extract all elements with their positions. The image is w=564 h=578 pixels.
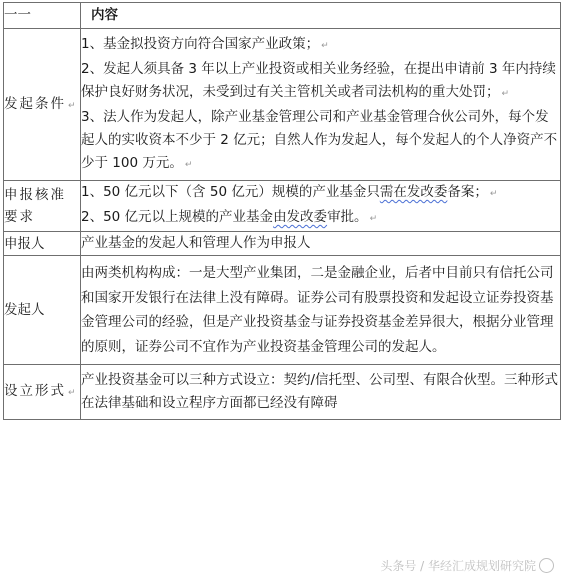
label-sponsor: 发起人 bbox=[4, 256, 81, 365]
content-approval bbox=[81, 181, 561, 232]
content-sponsor: 由两类机构构成：一是大型产业集团，二是金融企业，后者中目前只有信托公司和国家开发银行在法律上没有障碍。证券公司有股票投资和发起设立证券投资基金管理公司的经验，但是产业投资基金与证券投资基金差异很大，根据分业管理的原则，证券公司不宜作为产业投资基金管理公司的发起人。 bbox=[81, 256, 561, 365]
approval-item: 2、50 亿元以上规模的产业基金由发改委审批。 ↵ bbox=[81, 209, 378, 225]
condition-item: 2、发起人须具备 3 年以上产业投资或相关业务经验，在提出申请前 3 年内持续保护良好财务状况，未受到过有关主管机关或者司法机构的重大处罚； ↵ bbox=[81, 61, 556, 100]
brand-logo-icon bbox=[539, 558, 554, 573]
row-conditions bbox=[4, 29, 561, 181]
label-conditions bbox=[4, 29, 81, 181]
paragraph-mark-icon: ↵ bbox=[68, 388, 76, 398]
header-row bbox=[4, 3, 561, 29]
paragraph-mark-icon: ↵ bbox=[321, 41, 329, 51]
label-form: 设立形式 ↵ bbox=[4, 365, 81, 420]
content-applicant: 产业基金的发起人和管理人作为申报人 bbox=[81, 232, 561, 256]
header-content: 内容 bbox=[81, 3, 561, 29]
header-dash: 一一 bbox=[4, 3, 81, 29]
label-conditions-text: 发起条件 bbox=[4, 95, 66, 112]
row-applicant bbox=[4, 232, 561, 256]
watermark bbox=[380, 557, 554, 574]
label-applicant: 申报人 bbox=[4, 232, 81, 256]
paragraph-mark-icon: ↵ bbox=[369, 214, 378, 224]
row-form bbox=[4, 365, 561, 420]
paragraph-mark-icon: ↵ bbox=[489, 189, 498, 199]
condition-item: 1、基金拟投资方向符合国家产业政策； ↵ bbox=[81, 36, 329, 52]
spellcheck-underline: 需在发改委 bbox=[379, 184, 448, 200]
spellcheck-underline: 由发改委 bbox=[273, 209, 328, 225]
watermark-text: 头条号 / 华经汇成规划研究院 bbox=[380, 559, 536, 573]
paragraph-mark-icon: ↵ bbox=[184, 160, 193, 170]
label-approval: 申报核准要求 bbox=[4, 181, 81, 232]
paragraph-mark-icon: ↵ bbox=[501, 89, 510, 99]
content-conditions bbox=[81, 29, 561, 181]
approval-item: 1、50 亿元以下（含 50 亿元）规模的产业基金只需在发改委备案； ↵ bbox=[81, 184, 498, 200]
row-approval bbox=[4, 181, 561, 232]
content-form: 产业投资基金可以三种方式设立：契约/信托型、公司型、有限合伙型。三种形式在法律基础和设立程序方面都已经没有障碍 bbox=[81, 365, 561, 420]
condition-item: 3、法人作为发起人，除产业基金管理公司和产业基金管理合伙公司外，每个发起人的实收资本不少于 2 亿元；自然人作为发起人，每个发起人的个人净资产不少于 100 万元。 ↵ bbox=[81, 109, 558, 171]
content-table bbox=[3, 2, 561, 420]
row-sponsor bbox=[4, 256, 561, 365]
paragraph-mark-icon: ↵ bbox=[68, 100, 76, 111]
